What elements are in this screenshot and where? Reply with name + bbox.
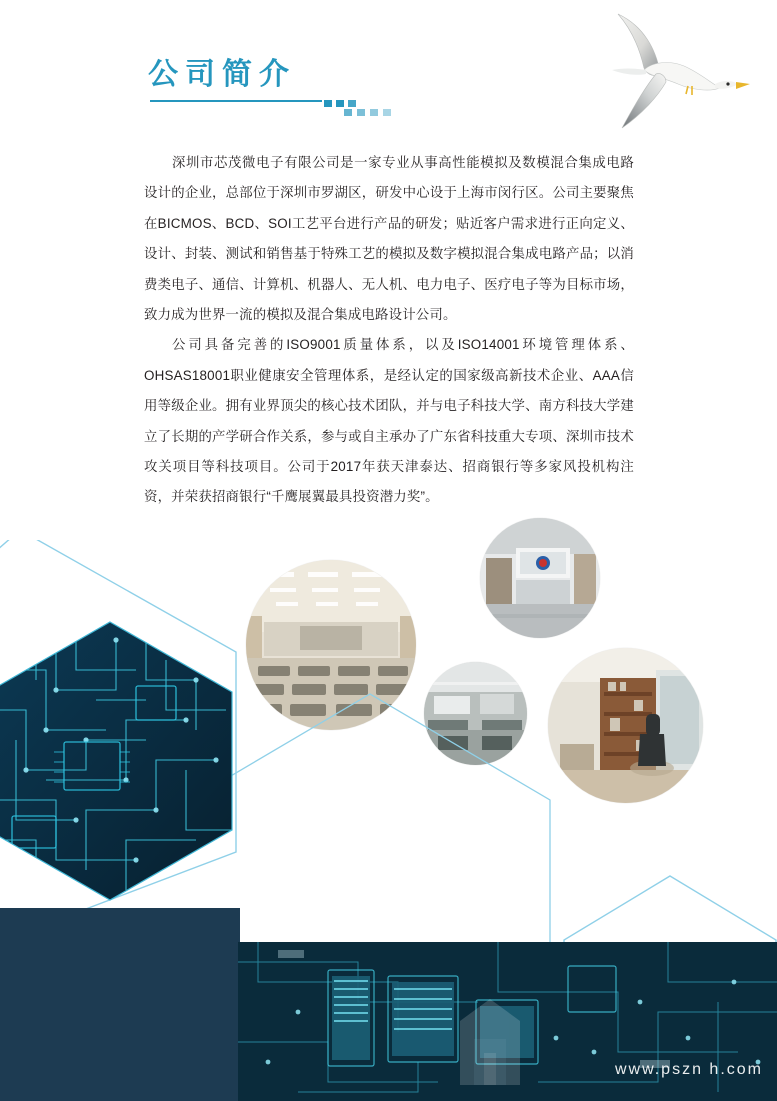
flying-seagull-icon [560, 10, 760, 140]
circuit-board-hexagon [0, 620, 234, 902]
page-title: 公司简介 [148, 58, 296, 91]
bottom-decoration-layer [0, 540, 777, 1101]
company-introduction-text [144, 148, 634, 513]
paragraph-1: 深圳市芯茂微电子有限公司是一家专业从事高性能模拟及数模混合集成电路设计的企业，总部位于深圳市罗湖区，研发中心设于上海市闵行区。公司主要聚焦在BICMOS、BCD、SOI工艺平台进行产品的研发；贴近客户需求进行正向定义、设计、封装、测试和销售基于特殊工艺的模拟及数字模拟混合集成电路产品；以消费类电子、通信、计算机、机器人、无人机、电力电子、医疗电子等为目标市场，致力成为世界一流的模拟及混合集成电路设计公司。 [144, 155, 634, 323]
watermark-url: www.pszn h.com [614, 1061, 763, 1078]
page-title-block [148, 58, 448, 128]
paragraph-2: 公司具备完善的ISO9001质量体系，以及ISO14001环境管理体系、OHSAS18001职业健康安全管理体系，是经认定的国家级高新技术企业、AAA信用等级企业。拥有业界顶尖的核心技术团队，并与电子科技大学、南方科技大学建立了长期的产学研合作关系，参与或自主承办了广东省科技重大专项、深圳市技术攻关项目等科技项目。公司于2017年获天津泰达、招商银行等多家风投机构注资，并荣获招商银行“千鹰展翼最具投资潜力奖”。 [144, 337, 634, 505]
title-underline [150, 100, 322, 102]
dark-blue-block [0, 908, 240, 1101]
company-watermark-logo [430, 981, 550, 1101]
title-dot-decoration [324, 94, 434, 110]
